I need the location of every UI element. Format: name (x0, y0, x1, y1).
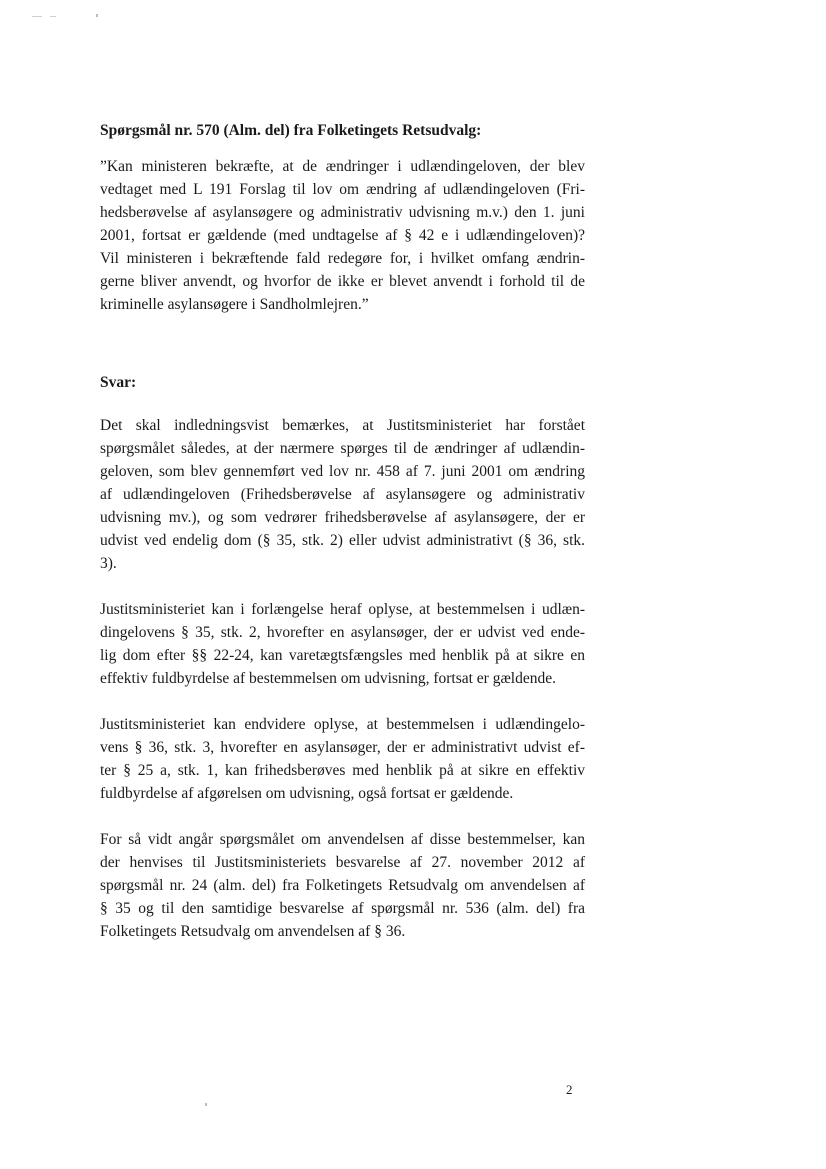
paragraph-line: Det skal indledningsvist bemærkes, at Justitsministeriet har forstået (100, 417, 585, 434)
paragraph-line: lig dom efter §§ 22-24, kan varetægtsfængsles med henblik på at sikre en (100, 647, 585, 664)
paragraph-line: geloven, som blev gennemført ved lov nr. 458 af 7. juni 2001 om ændring (100, 463, 585, 480)
page-number: 2 (566, 1082, 573, 1097)
scan-artifact (50, 16, 56, 17)
answer-heading: Svar: (100, 374, 137, 391)
question-line: 2001, fortsat er gældende (med undtagelse af § 42 e i udlændingeloven)? (100, 227, 585, 244)
paragraph-line: fuldbyrdelse af afgørelsen om udvisning, også fortsat er gældende. (100, 785, 514, 802)
paragraph-line: 3). (100, 555, 117, 572)
paragraph-line: spørgsmålet således, at der nærmere spørges til de ændringer af udlændin- (100, 440, 585, 457)
paragraph-line: § 35 og til den samtidige besvarelse af spørgsmål nr. 536 (alm. del) fra (100, 900, 585, 917)
scan-artifact (96, 14, 98, 17)
paragraph-line: Folketingets Retsudvalg om anvendelsen af § 36. (100, 923, 406, 940)
paragraph-line: Justitsministeriet kan endvidere oplyse, at bestemmelsen i udlændingelo- (100, 716, 585, 733)
paragraph-line: udvisning mv.), og som vedrører frihedsberøvelse af asylansøgere, der er (100, 509, 585, 526)
paragraph-line: der henvises til Justitsministeriets besvarelse af 27. november 2012 af (100, 854, 585, 871)
paragraph-line: ter § 25 a, stk. 1, kan frihedsberøves med henblik på at sikre en effektiv (100, 762, 585, 779)
question-line: vedtaget med L 191 Forslag til lov om ændring af udlændingeloven (Fri- (100, 181, 585, 198)
scan-artifact (205, 1103, 207, 1106)
paragraph-line: For så vidt angår spørgsmålet om anvendelsen af disse bestemmelser, kan (100, 831, 585, 848)
question-line: ”Kan ministeren bekræfte, at de ændringer i udlændingeloven, der blev (100, 158, 585, 175)
paragraph-line: effektiv fuldbyrdelse af bestemmelsen om udvisning, fortsat er gældende. (100, 670, 556, 687)
paragraph-line: udvist ved endelig dom (§ 35, stk. 2) eller udvist administrativt (§ 36, stk. (100, 532, 585, 549)
question-line: kriminelle asylansøgere i Sandholmlejren.” (100, 296, 369, 313)
question-line: hedsberøvelse af asylansøgere og administrativ udvisning m.v.) den 1. juni (100, 204, 585, 221)
question-heading: Spørgsmål nr. 570 (Alm. del) fra Folketingets Retsudvalg: (100, 122, 482, 139)
question-line: Vil ministeren i bekræftende fald redegøre for, i hvilket omfang ændrin- (100, 250, 585, 267)
paragraph-line: dingelovens § 35, stk. 2, hvorefter en asylansøger, der er udvist ved ende- (100, 624, 585, 641)
scan-artifact (32, 16, 42, 17)
question-line: gerne bliver anvendt, og hvorfor de ikke er blevet anvendt i forhold til de (100, 273, 585, 290)
paragraph-line: spørgsmål nr. 24 (alm. del) fra Folketingets Retsudvalg om anvendelsen af (100, 877, 585, 894)
paragraph-line: Justitsministeriet kan i forlængelse heraf oplyse, at bestemmelsen i udlæn- (100, 601, 585, 618)
paragraph-line: vens § 36, stk. 3, hvorefter en asylansøger, der er administrativt udvist ef- (100, 739, 585, 756)
paragraph-line: af udlændingeloven (Frihedsberøvelse af asylansøgere og administrativ (100, 486, 585, 503)
